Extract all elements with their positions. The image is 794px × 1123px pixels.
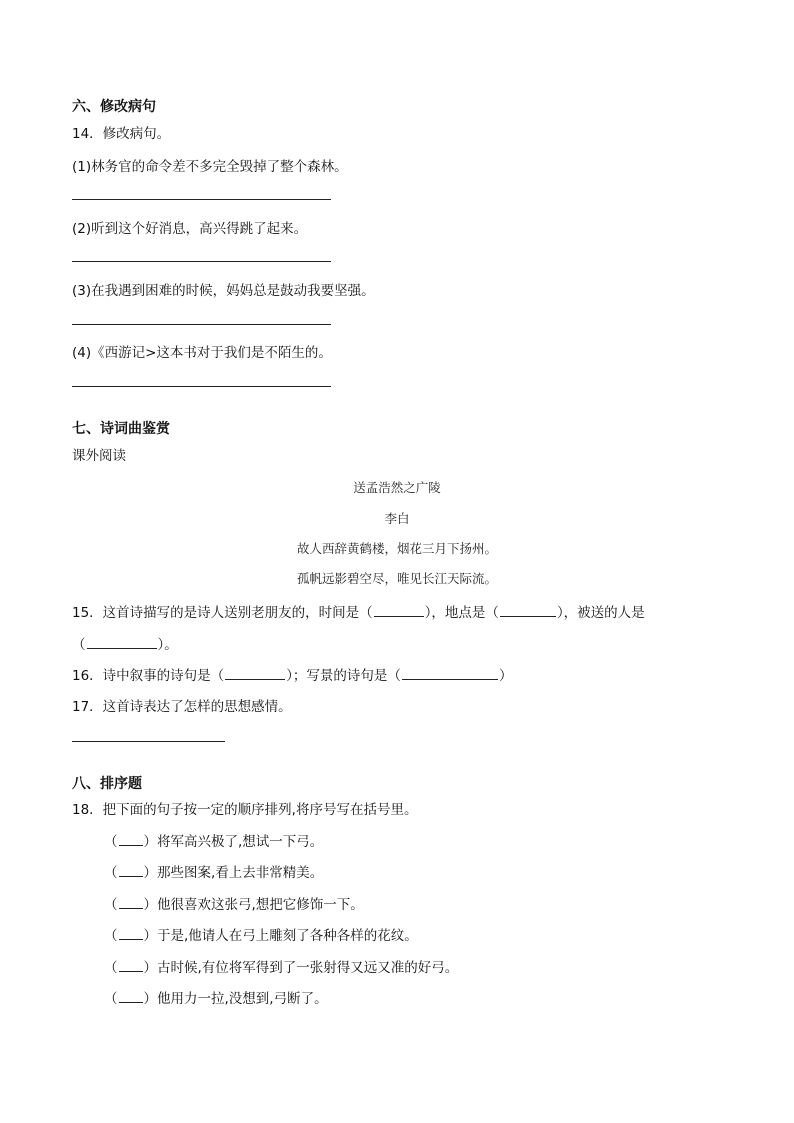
close-paren: ） <box>143 928 157 944</box>
order-blank-1[interactable] <box>119 831 143 846</box>
poem-title: 送孟浩然之广陵 <box>353 480 441 495</box>
answer-line-3[interactable] <box>72 324 331 325</box>
question-15-cont <box>72 633 178 653</box>
order-item <box>104 893 364 913</box>
close-paren: ） <box>143 991 157 1007</box>
question-16 <box>72 664 512 684</box>
order-sentence-3: 他很喜欢这张弓,想把它修饰一下。 <box>157 897 364 913</box>
section-8-heading: 八、排序题 <box>72 776 142 792</box>
answer-line-2[interactable] <box>72 261 331 262</box>
close-paren: ） <box>143 865 157 881</box>
question-14-prompt: 14．修改病句。 <box>72 126 171 142</box>
q16-blank-scenery[interactable] <box>402 665 498 680</box>
order-sentence-2: 那些图案,看上去非常精美。 <box>157 865 324 881</box>
question-15 <box>72 601 645 621</box>
order-sentence-4: 于是,他请人在弓上雕刻了各种各样的花纹。 <box>157 928 418 944</box>
close-paren: ） <box>143 897 157 913</box>
question-18-prompt: 18．把下面的句子按一定的顺序排列,将序号写在括号里。 <box>72 802 418 818</box>
order-blank-5[interactable] <box>119 957 143 972</box>
order-item <box>104 987 328 1007</box>
q15-part-5: ）。 <box>157 637 178 653</box>
order-blank-2[interactable] <box>119 862 143 877</box>
order-blank-4[interactable] <box>119 925 143 940</box>
order-blank-3[interactable] <box>119 894 143 909</box>
section-6-heading: 六、修改病句 <box>72 99 156 115</box>
poem-line-2: 孤帆远影碧空尽，唯见长江天际流。 <box>296 571 497 586</box>
q15-blank-place[interactable] <box>500 602 556 617</box>
answer-line-1[interactable] <box>72 199 331 200</box>
q15-part-1: 15．这首诗描写的是诗人送别老朋友的，时间是（ <box>72 605 373 621</box>
order-item <box>104 861 323 881</box>
sentence-4: (4)《西游记>这本书对于我们是不陌生的。 <box>72 345 332 361</box>
q15-blank-person[interactable] <box>87 634 157 649</box>
q16-part-3: ） <box>498 668 513 684</box>
q15-part-4: （ <box>72 637 86 653</box>
open-paren: （ <box>104 897 118 913</box>
close-paren: ） <box>143 834 157 850</box>
q16-blank-narrative[interactable] <box>225 665 285 680</box>
order-sentence-1: 将军高兴极了,想试一下弓。 <box>157 834 324 850</box>
order-item <box>104 924 418 944</box>
answer-line-4[interactable] <box>72 386 331 387</box>
q16-part-2: ）；写景的诗句是（ <box>286 668 401 684</box>
section-7-subtitle: 课外阅读 <box>72 448 126 464</box>
open-paren: （ <box>104 991 118 1007</box>
open-paren: （ <box>104 834 118 850</box>
q15-part-3: ），被送的人是 <box>556 605 645 621</box>
answer-line-17[interactable] <box>72 741 225 742</box>
open-paren: （ <box>104 960 118 976</box>
open-paren: （ <box>104 928 118 944</box>
order-item <box>104 956 458 976</box>
sentence-3: (3)在我遇到困难的时候，妈妈总是鼓动我要坚强。 <box>72 283 375 299</box>
section-7-heading: 七、诗词曲鉴赏 <box>72 421 170 437</box>
poem-line-1: 故人西辞黄鹤楼，烟花三月下扬州。 <box>296 541 497 556</box>
sentence-2: (2)听到这个好消息，高兴得跳了起来。 <box>72 221 308 237</box>
question-17: 17．这首诗表达了怎样的思想感情。 <box>72 699 292 715</box>
close-paren: ） <box>143 960 157 976</box>
q16-part-1: 16．诗中叙事的诗句是（ <box>72 668 225 684</box>
q15-part-2: ），地点是（ <box>424 605 499 621</box>
q15-blank-time[interactable] <box>374 602 424 617</box>
order-blank-6[interactable] <box>119 988 143 1003</box>
order-item <box>104 830 323 850</box>
open-paren: （ <box>104 865 118 881</box>
order-sentence-5: 古时候,有位将军得到了一张射得又远又准的好弓。 <box>157 960 459 976</box>
poem-author: 李白 <box>384 511 410 526</box>
sentence-1: (1)林务官的命令差不多完全毁掉了整个森林。 <box>72 159 348 175</box>
order-sentence-6: 他用力一拉,没想到,弓断了。 <box>157 991 328 1007</box>
